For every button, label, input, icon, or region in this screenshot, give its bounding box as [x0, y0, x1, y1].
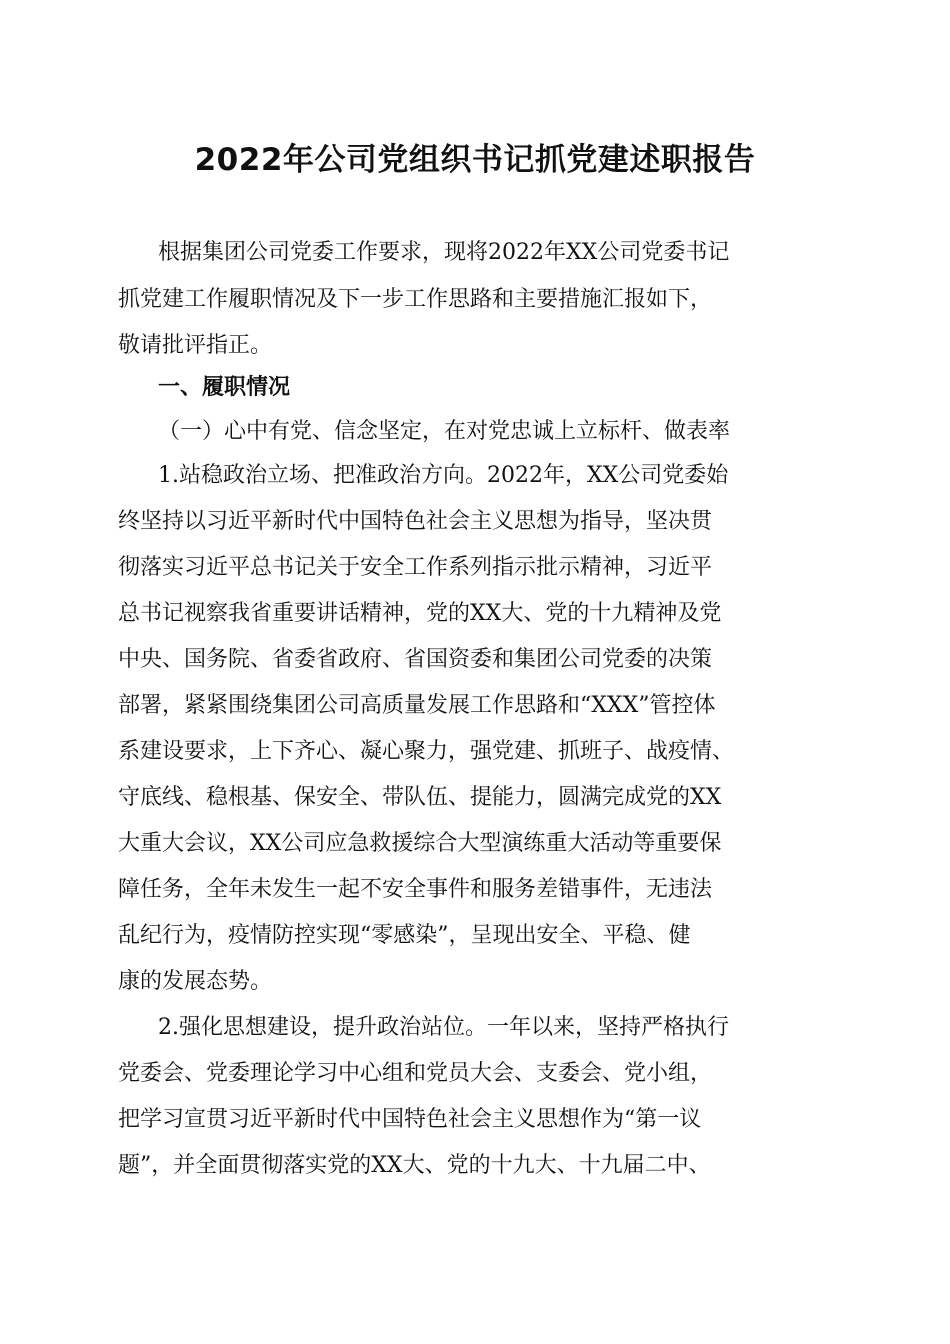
- item1-line-8: 守底线、稳根基、保安全、带队伍、提能力，圆满完成党的XX: [118, 785, 722, 810]
- item1-line-1: 1.站稳政治立场、把准政治方向。2022年，XX公司党委始: [158, 463, 729, 488]
- document-title: 2022年公司党组织书记抓党建述职报告: [194, 142, 756, 178]
- item2-line-1: 2.强化思想建设，提升政治站位。一年以来，坚持严格执行: [158, 1015, 729, 1040]
- item1-line-6: 部署，紧紧围绕集团公司高质量发展工作思路和“XXX”管控体: [118, 693, 716, 718]
- item1-line-11: 乱纪行为，疫情防控实现“零感染”，呈现出安全、平稳、健: [118, 923, 691, 948]
- intro-line-1: 根据集团公司党委工作要求，现将2022年XX公司党委书记: [158, 240, 730, 265]
- subsection-heading-1: （一）心中有党、信念坚定，在对党忠诚上立标杆、做表率: [158, 419, 731, 444]
- item2-line-2: 党委会、党委理论学习中心组和党员大会、支委会、党小组，: [118, 1061, 713, 1086]
- intro-line-3: 敬请批评指正。: [118, 333, 273, 358]
- section-heading-1: 一、履职情况: [158, 375, 291, 400]
- item1-line-2: 终坚持以习近平新时代中国特色社会主义思想为指导，坚决贯: [118, 509, 713, 534]
- item1-line-9: 大重大会议，XX公司应急救援综合大型演练重大活动等重要保: [118, 831, 722, 856]
- item1-line-12: 康的发展态势。: [118, 969, 273, 994]
- intro-line-2: 抓党建工作履职情况及下一步工作思路和主要措施汇报如下，: [118, 287, 713, 312]
- item1-line-10: 障任务，全年未发生一起不安全事件和服务差错事件，无违法: [118, 877, 713, 902]
- item1-line-5: 中央、国务院、省委省政府、省国资委和集团公司党委的决策: [118, 647, 713, 672]
- item2-line-4: 题”，并全面贯彻落实党的XX大、党的十九大、十九届二中、: [118, 1153, 711, 1178]
- item1-line-4: 总书记视察我省重要讲话精神，党的XX大、党的十九精神及党: [118, 601, 722, 626]
- item2-line-3: 把学习宣贯习近平新时代中国特色社会主义思想作为“第一议: [118, 1107, 702, 1132]
- item1-line-7: 系建设要求，上下齐心、凝心聚力，强党建、抓班子、战疫情、: [118, 739, 735, 764]
- item1-line-3: 彻落实习近平总书记关于安全工作系列指示批示精神，习近平: [118, 555, 713, 580]
